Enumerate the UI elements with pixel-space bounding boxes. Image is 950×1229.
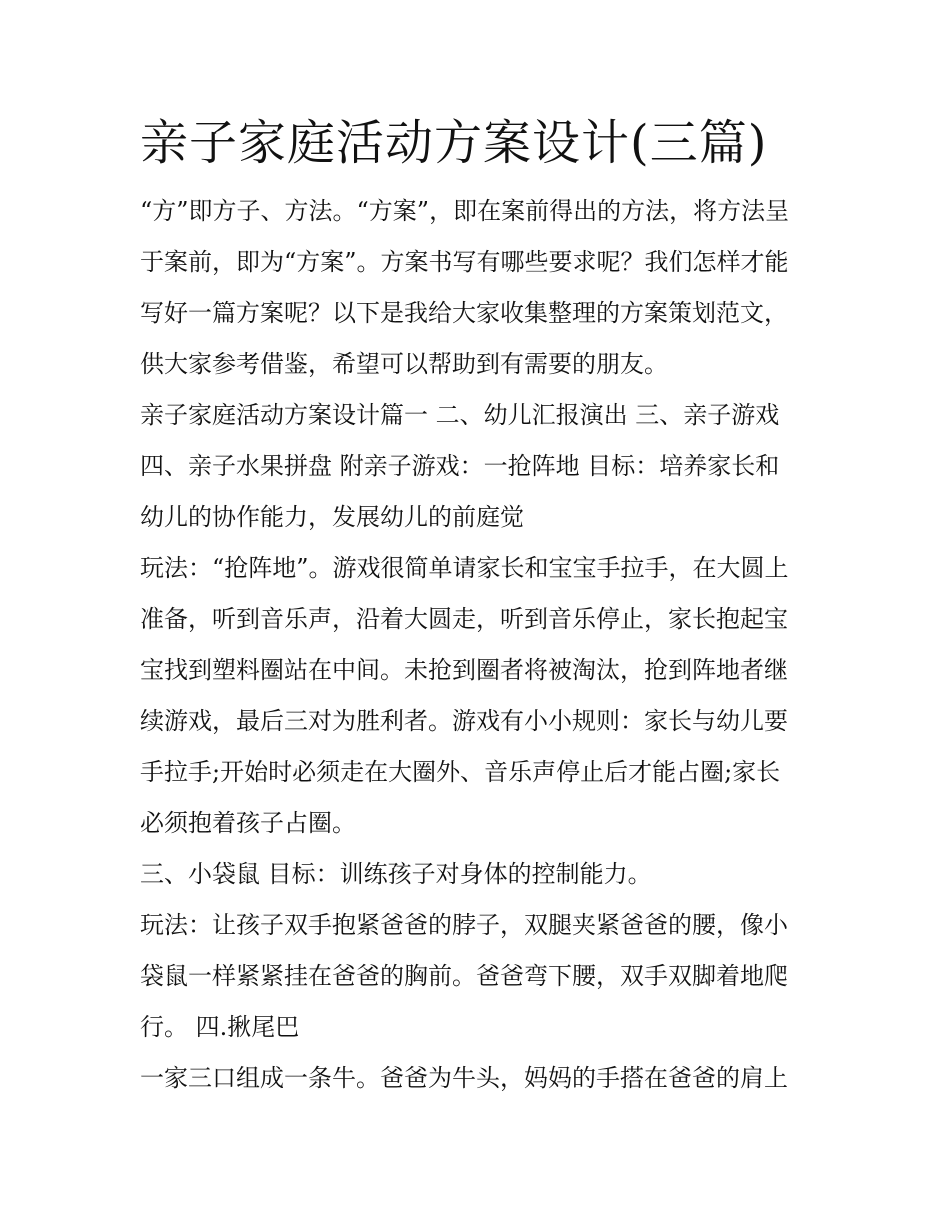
document-title: 亲子家庭活动方案设计(三篇) (140, 115, 768, 171)
text-line: 手拉手;开始时必须走在大圈外、音乐声停止后才能占圈;家长 (140, 758, 781, 786)
paragraph-intro (140, 186, 820, 390)
paragraph-kangaroo-play (140, 900, 820, 1053)
paragraph-kangaroo-goal (140, 849, 820, 900)
paragraph-tail-game (140, 1053, 820, 1104)
text-line: 玩法：让孩子双手抱紧爸爸的脖子，双腿夹紧爸爸的腰，像小 (140, 911, 788, 939)
text-line: 于案前，即为“方案”。方案书写有哪些要求呢？我们怎样才能 (140, 248, 789, 276)
text-line: 宝找到塑料圈站在中间。未抢到圈者将被淘汰，抢到阵地者继 (140, 656, 788, 684)
text-line: 必须抱着孩子占圈。 (140, 809, 356, 837)
text-line: 供大家参考借鉴，希望可以帮助到有需要的朋友。 (140, 350, 668, 378)
text-line: 写好一篇方案呢？以下是我给大家收集整理的方案策划范文， (140, 299, 788, 327)
paragraph-game-rules (140, 543, 820, 849)
text-line: 准备，听到音乐声，沿着大圆走，听到音乐停止，家长抱起宝 (140, 605, 788, 633)
text-line: 袋鼠一样紧紧挂在爸爸的胸前。爸爸弯下腰，双手双脚着地爬 (140, 962, 788, 990)
text-line: 玩法：“抢阵地”。游戏很简单请家长和宝宝手拉手，在大圆上 (140, 554, 789, 582)
text-line: 一家三口组成一条牛。爸爸为牛头，妈妈的手搭在爸爸的肩上 (140, 1064, 788, 1092)
text-line: 亲子家庭活动方案设计篇一 二、幼儿汇报演出 三、亲子游戏 (140, 401, 780, 429)
text-line: 三、小袋鼠 目标：训练孩子对身体的控制能力。 (140, 860, 652, 888)
text-line: 续游戏，最后三对为胜利者。游戏有小小规则：家长与幼儿要 (140, 707, 788, 735)
text-line: 幼儿的协作能力，发展幼儿的前庭觉 (140, 503, 524, 531)
text-line: 四、亲子水果拼盘 附亲子游戏：一抢阵地 目标：培养家长和 (140, 452, 780, 480)
document-page (140, 108, 820, 1104)
paragraph-plan-one (140, 390, 820, 543)
text-line: “方”即方子、方法。“方案”，即在案前得出的方法，将方法呈 (140, 197, 790, 225)
text-line: 行。 四.揪尾巴 (140, 1013, 300, 1041)
